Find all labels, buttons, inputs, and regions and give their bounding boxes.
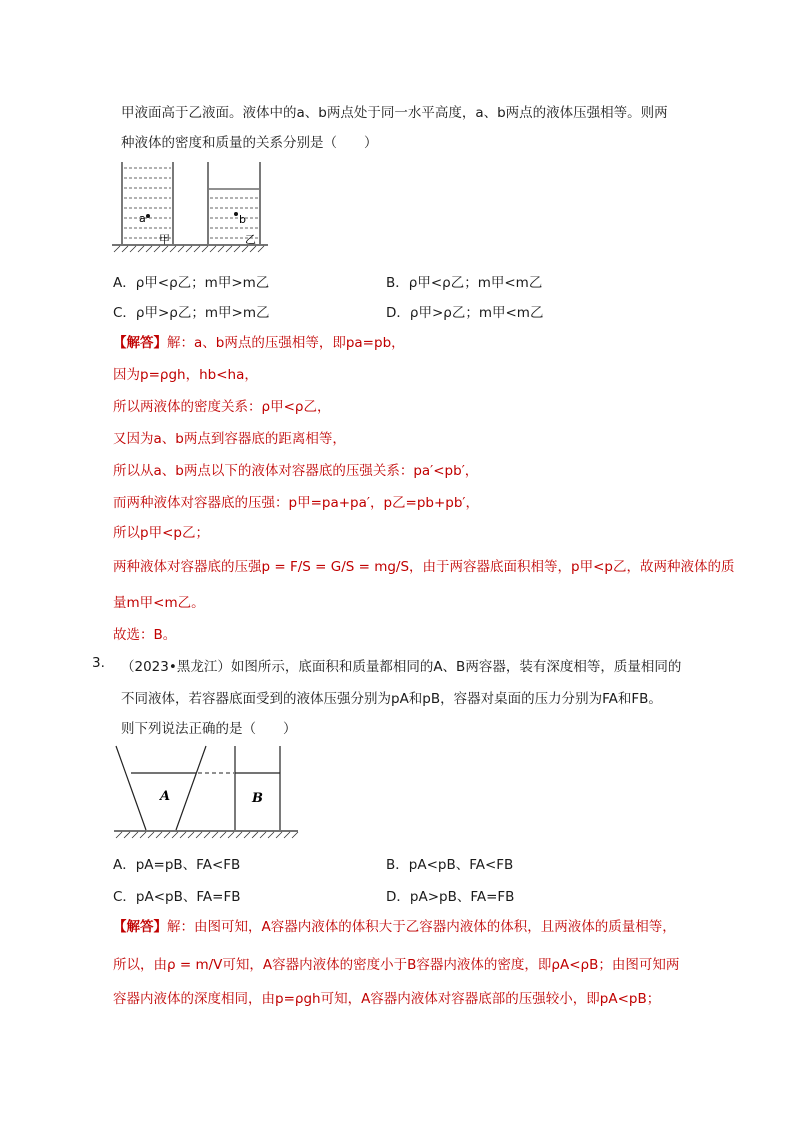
q2-fig-label-b: b xyxy=(239,213,246,226)
q2-answer-line2: 因为p=ρgh，hb<ha， xyxy=(113,367,258,383)
q3-option-a: A．pA=pB、FA<FB xyxy=(113,857,241,873)
q2-fig-label-jia: 甲 xyxy=(159,233,170,246)
q2-option-b: B．ρ甲<ρ乙；m甲<m乙 xyxy=(386,275,543,291)
q2-option-c: C．ρ甲>ρ乙；m甲>m乙 xyxy=(113,305,270,321)
q3-answer-line2: 所以，由ρ = m/V可知，A容器内液体的密度小于B容器内液体的密度，即ρA<ρB；由图可知两 xyxy=(113,957,680,973)
q3-number: 3. xyxy=(92,655,105,671)
q2-answer-tag: 【解答】 xyxy=(113,335,167,351)
q3-option-c: C．pA<pB、FA=FB xyxy=(113,889,241,905)
q2-answer-line8: 两种液体对容器底的压强p = F/S = G/S = mg/S，由于两容器底面积相等，p甲<p乙，故两种液体的质 xyxy=(113,559,735,575)
q2-answer-line7: 所以p甲<p乙； xyxy=(113,525,209,541)
q3-figure-containers xyxy=(112,742,302,842)
q2-answer-line9: 量m甲<m乙。 xyxy=(113,595,205,611)
q2-answer-line4: 又因为a、b两点到容器底的距离相等， xyxy=(113,431,346,447)
q2-answer-line3: 所以两液体的密度关系：ρ甲<ρ乙， xyxy=(113,399,331,415)
q2-answer-line5: 所以从a、b两点以下的液体对容器底的压强关系：pa′<pb′， xyxy=(113,463,479,479)
q3-answer-tag: 【解答】 xyxy=(113,919,167,935)
q3-stem-line1: （2023•黑龙江）如图所示，底面积和质量都相同的A、B两容器，装有深度相等，质量相同的 xyxy=(121,659,682,675)
q2-stem-line2: 种液体的密度和质量的关系分别是（ ） xyxy=(121,135,378,151)
q3-fig-label-a: A xyxy=(160,789,171,804)
q2-stem-line1: 甲液面高于乙液面。液体中的a、b两点处于同一水平高度，a、b两点的液体压强相等。则两 xyxy=(121,105,668,121)
q2-figure-containers xyxy=(110,156,270,256)
q2-answer-line1: 【解答】解：a、b两点的压强相等，即pa=pb， xyxy=(113,335,405,351)
q3-stem-line2: 不同液体，若容器底面受到的液体压强分别为pA和pB，容器对桌面的压力分别为FA和FB。 xyxy=(121,691,662,707)
q2-fig-label-a: a xyxy=(139,212,146,225)
q2-fig-label-yi: 乙 xyxy=(245,233,256,246)
q2-answer-line10: 故选：B。 xyxy=(113,627,177,643)
q3-option-b: B．pA<pB、FA<FB xyxy=(386,857,514,873)
q3-option-d: D．pA>pB、FA=FB xyxy=(386,889,515,905)
q2-option-d: D．ρ甲>ρ乙；m甲<m乙 xyxy=(386,305,544,321)
q2-answer-line6: 而两种液体对容器底的压强：p甲=pa+pa′，p乙=pb+pb′， xyxy=(113,495,479,511)
q3-answer-line3: 容器内液体的深度相同，由p=ρgh可知，A容器内液体对容器底部的压强较小，即pA<pB； xyxy=(113,991,661,1007)
q3-answer-line1: 【解答】解：由图可知，A容器内液体的体积大于乙容器内液体的体积，且两液体的质量相等， xyxy=(113,919,676,935)
q3-fig-label-b: B xyxy=(252,791,263,806)
q3-stem-line3: 则下列说法正确的是（ ） xyxy=(121,721,297,737)
q2-option-a: A．ρ甲<ρ乙；m甲>m乙 xyxy=(113,275,270,291)
